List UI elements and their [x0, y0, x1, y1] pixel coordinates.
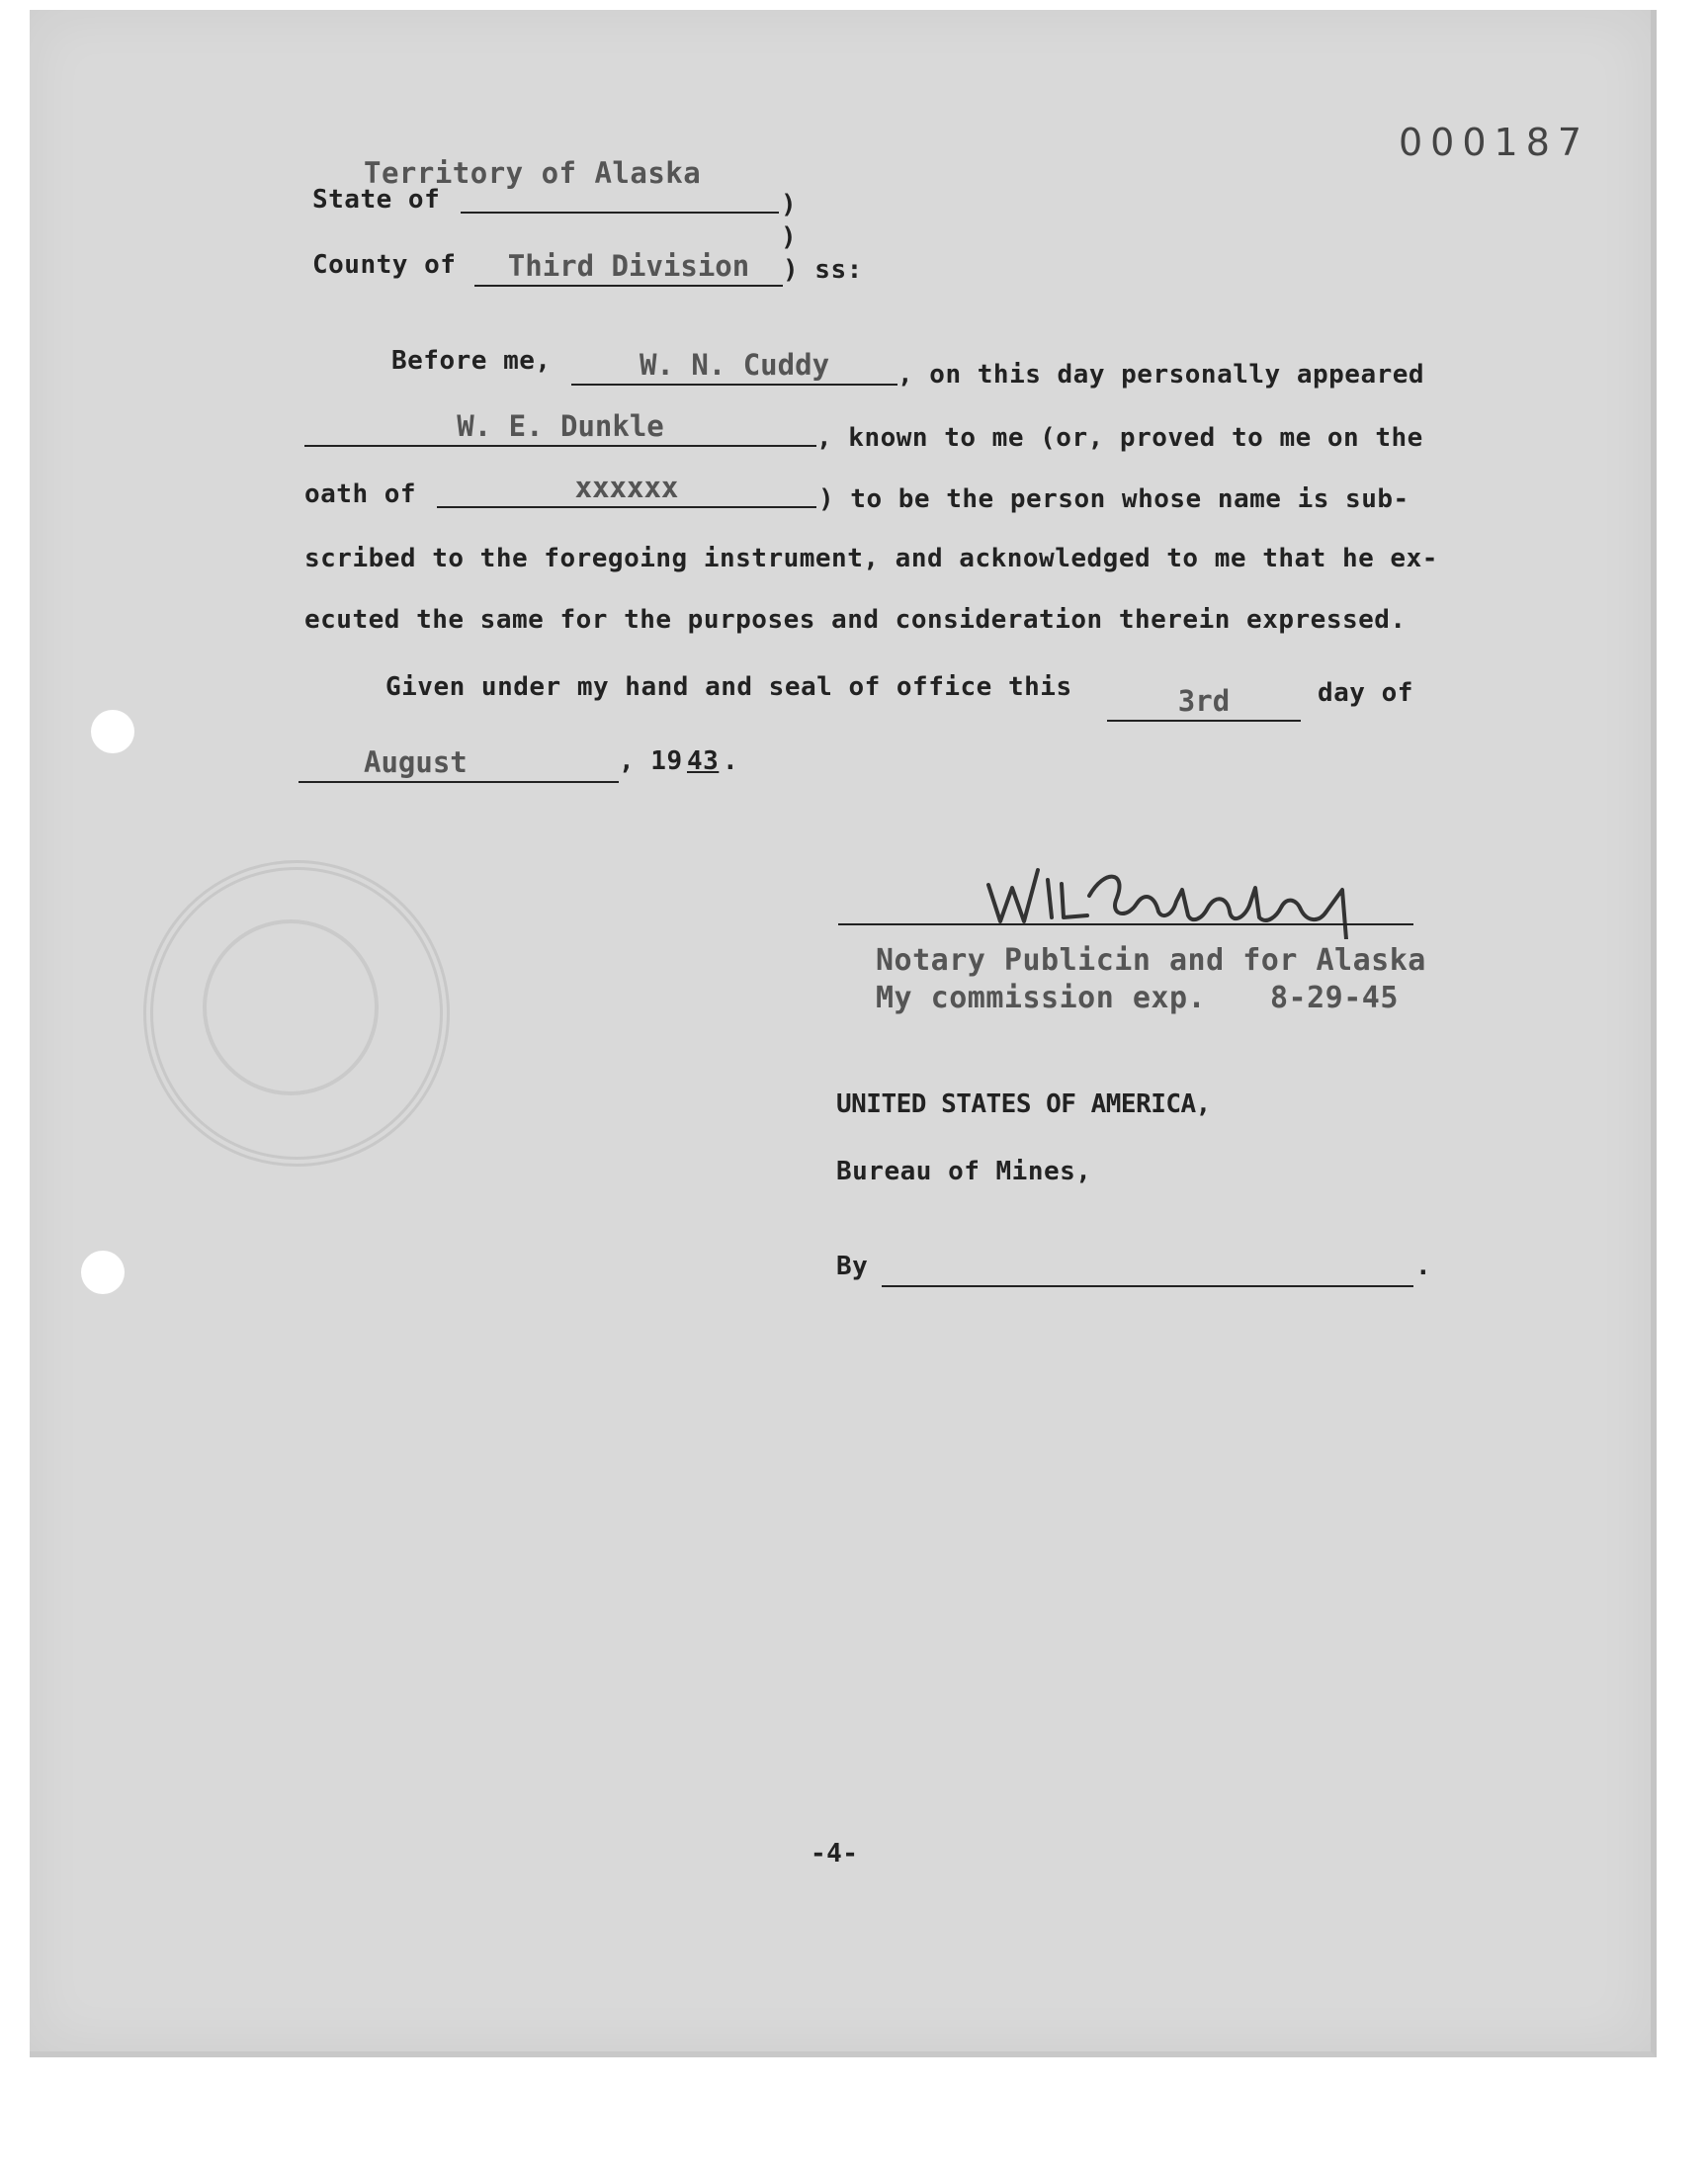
punch-hole-bottom [81, 1251, 125, 1294]
commission-label: My commission exp. [876, 981, 1207, 1015]
notary-title-stamp: Notary Publicin and for Alaska [876, 943, 1426, 978]
territory-label: Territory of Alaska [364, 156, 702, 190]
oath-field [437, 467, 816, 508]
known-to-me-text: , known to me (or, proved to me on the [816, 423, 1423, 453]
day-field [1107, 682, 1301, 722]
day-of-text: day of [1318, 678, 1413, 708]
county-value: Third Division [507, 249, 750, 283]
document-page [30, 10, 1657, 2057]
line3-rest-text: ) to be the person whose name is sub- [818, 484, 1409, 514]
notary-name-field [571, 346, 897, 386]
by-period: . [1415, 1252, 1432, 1281]
county-paren-ss: ) ss: [783, 255, 863, 285]
personally-appeared-text: , on this day personally appeared [897, 360, 1425, 390]
year-prefix-text: , 19 [619, 746, 683, 776]
oath-of-text: oath of [304, 479, 417, 509]
given-under-text: Given under my hand and seal of office this [385, 672, 1072, 702]
body-line-5: ecuted the same for the purposes and consideration therein expressed. [304, 605, 1407, 635]
before-me-text: Before me, [391, 346, 552, 376]
state-label: State of [312, 185, 441, 215]
page-number: -4- [811, 1839, 859, 1869]
notary-seal-inner [203, 919, 379, 1095]
year-period: . [723, 746, 739, 776]
by-label: By [836, 1252, 869, 1281]
notary-signature-line [838, 880, 1413, 925]
oath-value: xxxxxx [574, 471, 679, 504]
appearer-name-field [304, 405, 816, 447]
appearer-name-value: W. E. Dunkle [457, 409, 664, 443]
bureau-label: Bureau of Mines, [836, 1157, 1092, 1186]
county-label: County of [312, 250, 457, 280]
commission-date: 8-29-45 [1270, 981, 1399, 1015]
body-line-4: scribed to the foregoing instrument, and acknowledged to me that he ex- [304, 544, 1438, 573]
mid-paren: ) [781, 222, 798, 252]
country-label: UNITED STATES OF AMERICA, [836, 1089, 1211, 1119]
document-number: 000187 [1399, 121, 1590, 164]
notary-name-value: W. N. Cuddy [639, 348, 830, 382]
county-field [474, 243, 783, 287]
state-paren: ) [781, 190, 798, 219]
punch-hole-top [91, 710, 134, 753]
month-value: August [364, 745, 468, 779]
year-suffix-text: 43 [687, 746, 720, 776]
state-field-line [461, 178, 779, 214]
by-signature-line [882, 1250, 1413, 1287]
day-value: 3rd [1177, 684, 1231, 718]
month-field [299, 740, 619, 783]
